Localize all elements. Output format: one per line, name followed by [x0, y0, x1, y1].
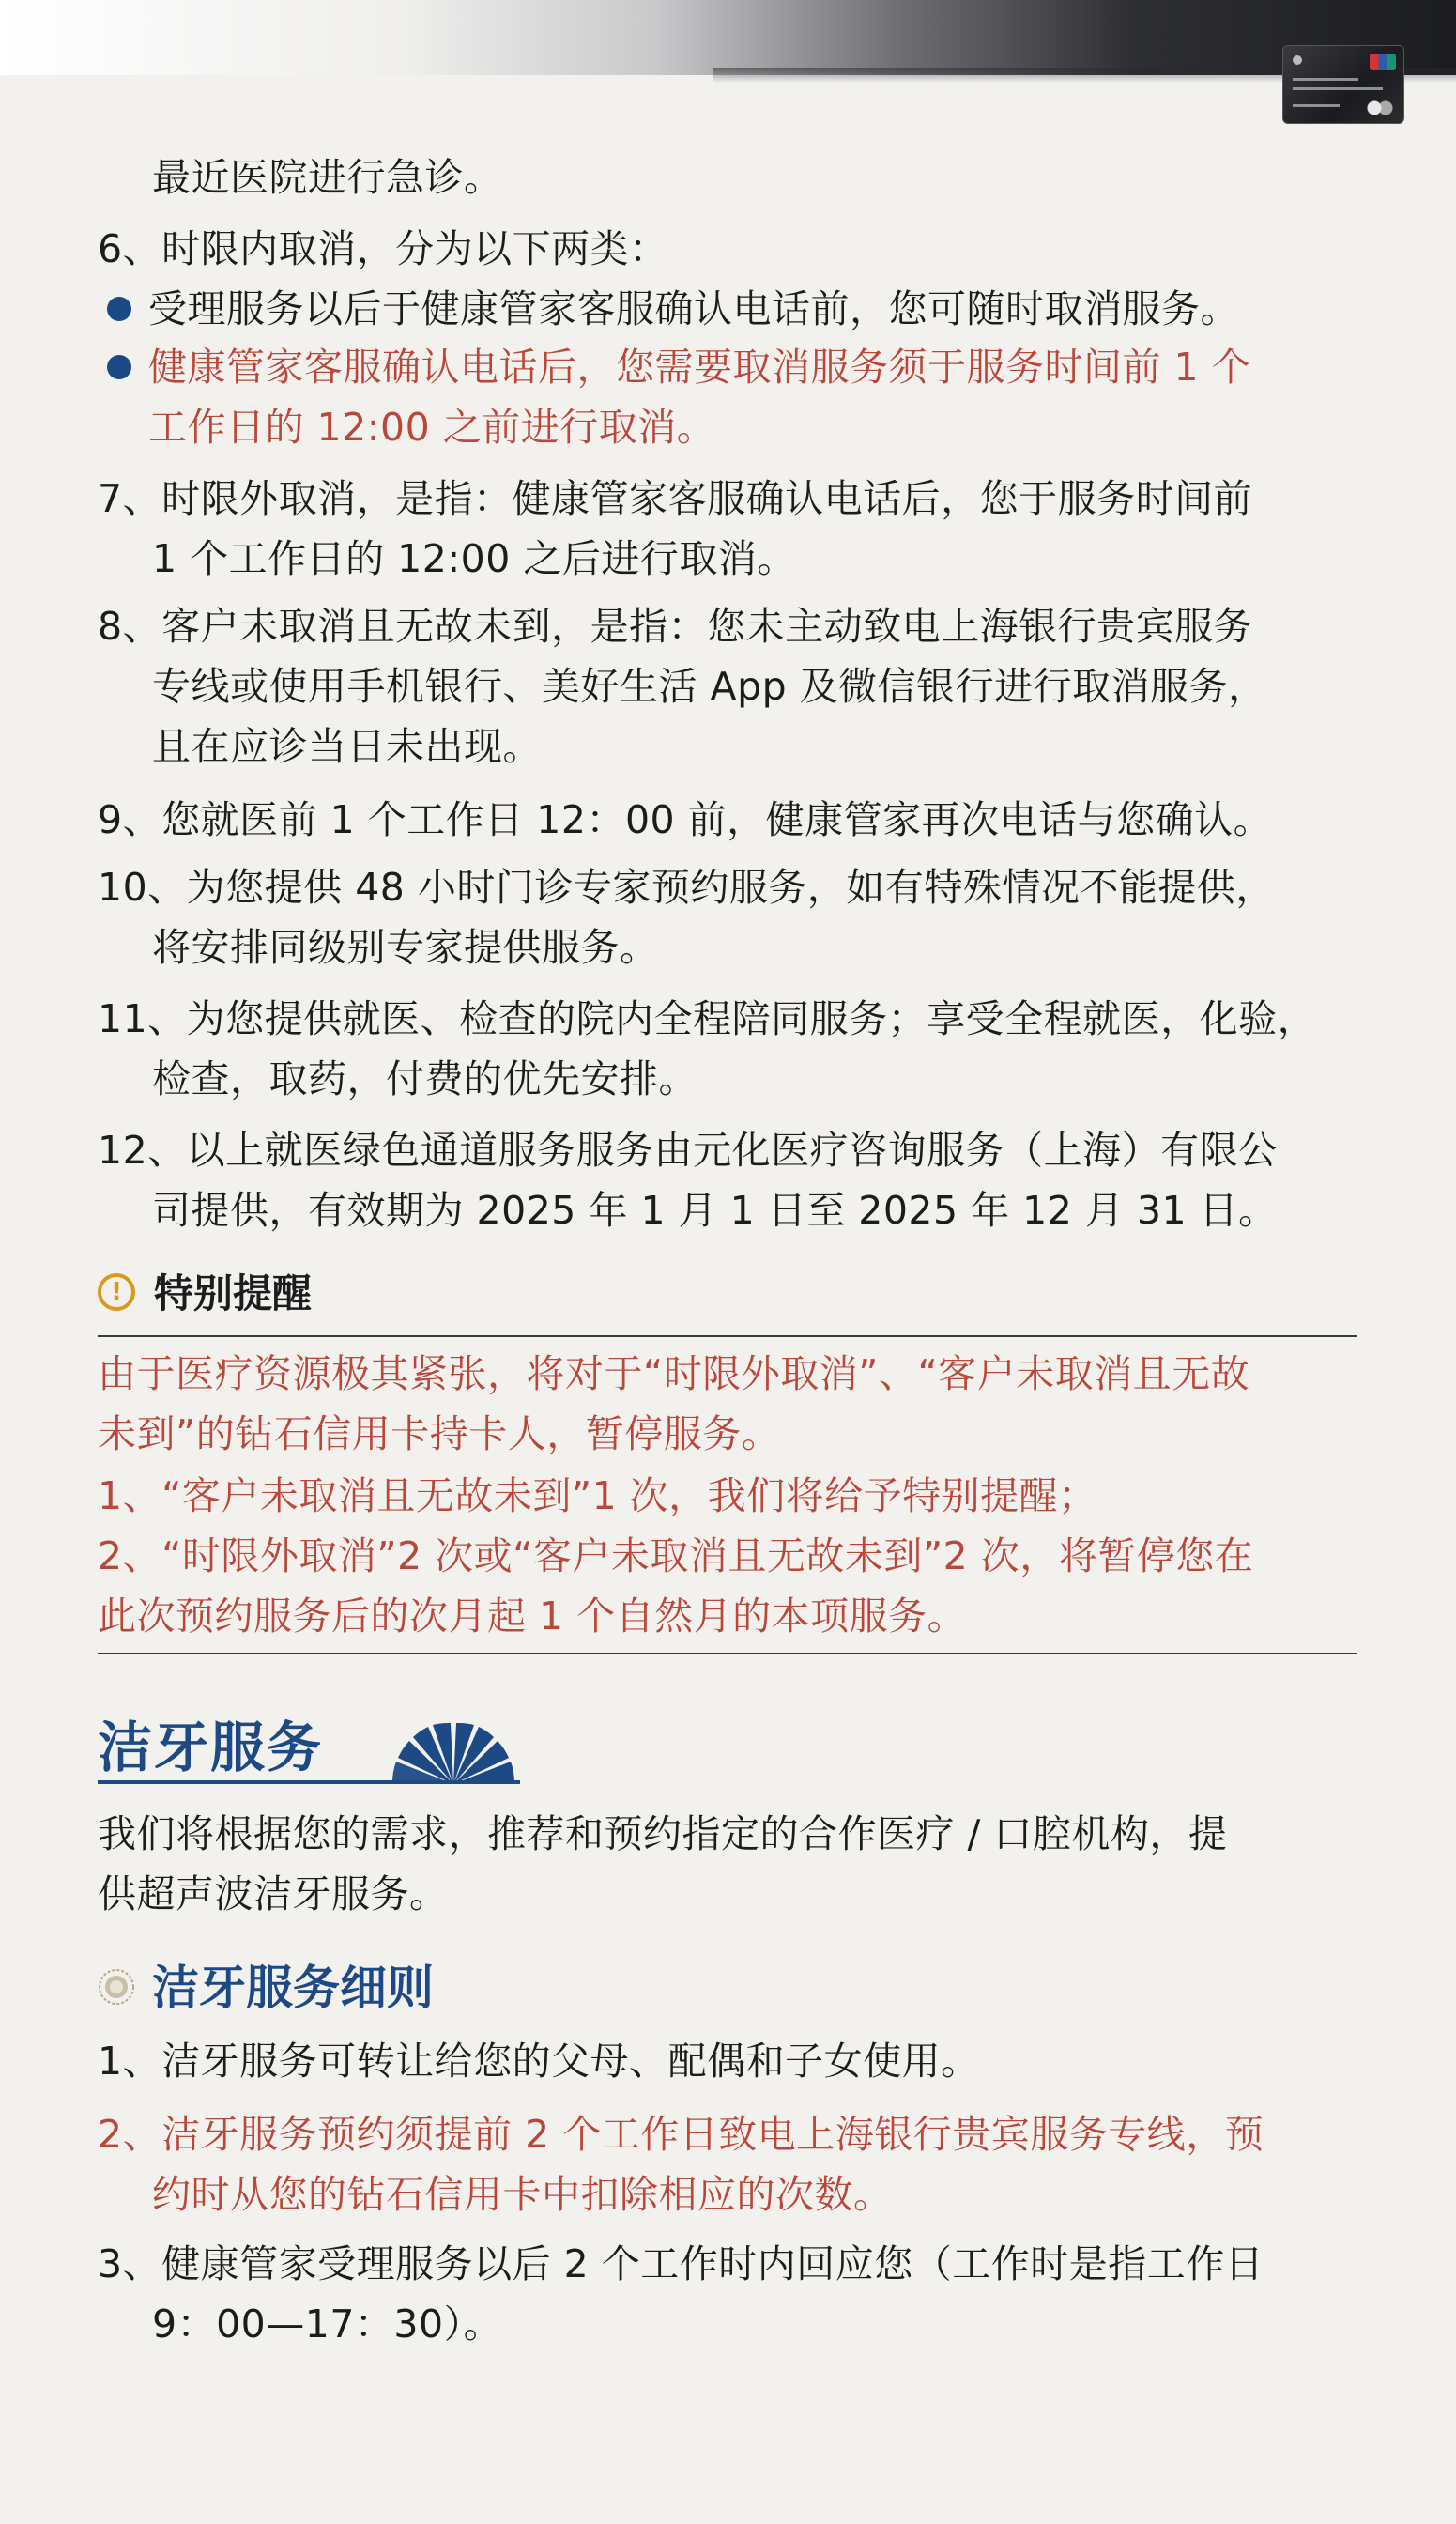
list-item-8-cont: 且在应诊当日未出现。 — [152, 724, 542, 769]
bank-logo-icon — [1293, 55, 1302, 65]
sub-section-title: 洁牙服务细则 — [152, 1961, 434, 2015]
text-line: 最近医院进行急诊。 — [152, 155, 503, 200]
list-item-8: 8、客户未取消且无故未到，是指：您未主动致电上海银行贵宾服务 — [98, 604, 1253, 649]
bullet-icon — [107, 355, 131, 379]
notice-text: 由于医疗资源极其紧张，将对于“时限外取消”、“客户未取消且无故 — [98, 1351, 1250, 1396]
fan-decoration-icon — [383, 1715, 524, 1784]
sub-item-2-cont: 工作日的 12:00 之前进行取消。 — [148, 405, 716, 450]
notice-title: 特别提醒 — [154, 1270, 313, 1316]
rule-item-2-cont: 约时从您的钻石信用卡中扣除相应的次数。 — [152, 2172, 893, 2217]
card-text-line — [1293, 87, 1383, 90]
credit-card-image — [1282, 45, 1404, 124]
notice-text: 未到”的钻石信用卡持卡人，暂停服务。 — [98, 1411, 781, 1456]
header-banner — [0, 0, 1456, 75]
card-text-line — [1293, 78, 1358, 81]
section-underline — [98, 1780, 520, 1784]
intro-text: 供超声波洁牙服务。 — [98, 1871, 449, 1916]
rule-item-1: 1、洁牙服务可转让给您的父母、配偶和子女使用。 — [98, 2039, 980, 2084]
list-item-10-cont: 将安排同级别专家提供服务。 — [152, 925, 659, 970]
notice-text: 此次预约服务后的次月起 1 个自然月的本项服务。 — [98, 1593, 967, 1639]
divider — [98, 1653, 1357, 1654]
list-item-10: 10、为您提供 48 小时门诊专家预约服务，如有特殊情况不能提供， — [98, 865, 1275, 910]
list-item-6: 6、时限内取消，分为以下两类： — [98, 226, 668, 271]
rule-item-3-cont: 9：00—17：30）。 — [152, 2301, 503, 2347]
list-item-11: 11、为您提供就医、检查的院内全程陪同服务；享受全程就医，化验， — [98, 996, 1317, 1041]
sub-item-1: 受理服务以后于健康管家客服确认电话前，您可随时取消服务。 — [148, 286, 1239, 331]
list-item-12-cont: 司提供，有效期为 2025 年 1 月 1 日至 2025 年 12 月 31 日。 — [152, 1188, 1278, 1233]
unionpay-logo-icon — [1370, 54, 1396, 70]
notice-text: 2、“时限外取消”2 次或“客户未取消且无故未到”2 次，将暂停您在 — [98, 1533, 1254, 1578]
rule-item-3: 3、健康管家受理服务以后 2 个工作时内回应您（工作时是指工作日 — [98, 2241, 1264, 2286]
list-item-7-cont: 1 个工作日的 12:00 之后进行取消。 — [152, 536, 796, 581]
card-network-icon — [1366, 100, 1394, 115]
list-item-12: 12、以上就医绿色通道服务服务由元化医疗咨询服务（上海）有限公 — [98, 1128, 1278, 1173]
warning-icon: ! — [98, 1273, 135, 1311]
bullet-icon — [107, 297, 131, 321]
card-text-line — [1293, 104, 1340, 107]
sub-item-2: 健康管家客服确认电话后，您需要取消服务须于服务时间前 1 个 — [148, 345, 1251, 390]
list-item-11-cont: 检查，取药，付费的优先安排。 — [152, 1056, 697, 1101]
list-item-7: 7、时限外取消，是指：健康管家客服确认电话后，您于服务时间前 — [98, 476, 1253, 521]
rule-item-2: 2、洁牙服务预约须提前 2 个工作日致电上海银行贵宾服务专线，预 — [98, 2112, 1264, 2157]
list-item-9: 9、您就医前 1 个工作日 12：00 前，健康管家再次电话与您确认。 — [98, 797, 1273, 842]
gear-bullet-icon — [98, 1968, 135, 2006]
list-item-8-cont: 专线或使用手机银行、美好生活 App 及微信银行进行取消服务， — [152, 664, 1267, 709]
intro-text: 我们将根据您的需求，推荐和预约指定的合作医疗 / 口腔机构，提 — [98, 1811, 1228, 1856]
notice-text: 1、“客户未取消且无故未到”1 次，我们将给予特别提醒； — [98, 1473, 1097, 1518]
divider — [98, 1335, 1357, 1337]
section-title: 洁牙服务 — [98, 1716, 324, 1779]
